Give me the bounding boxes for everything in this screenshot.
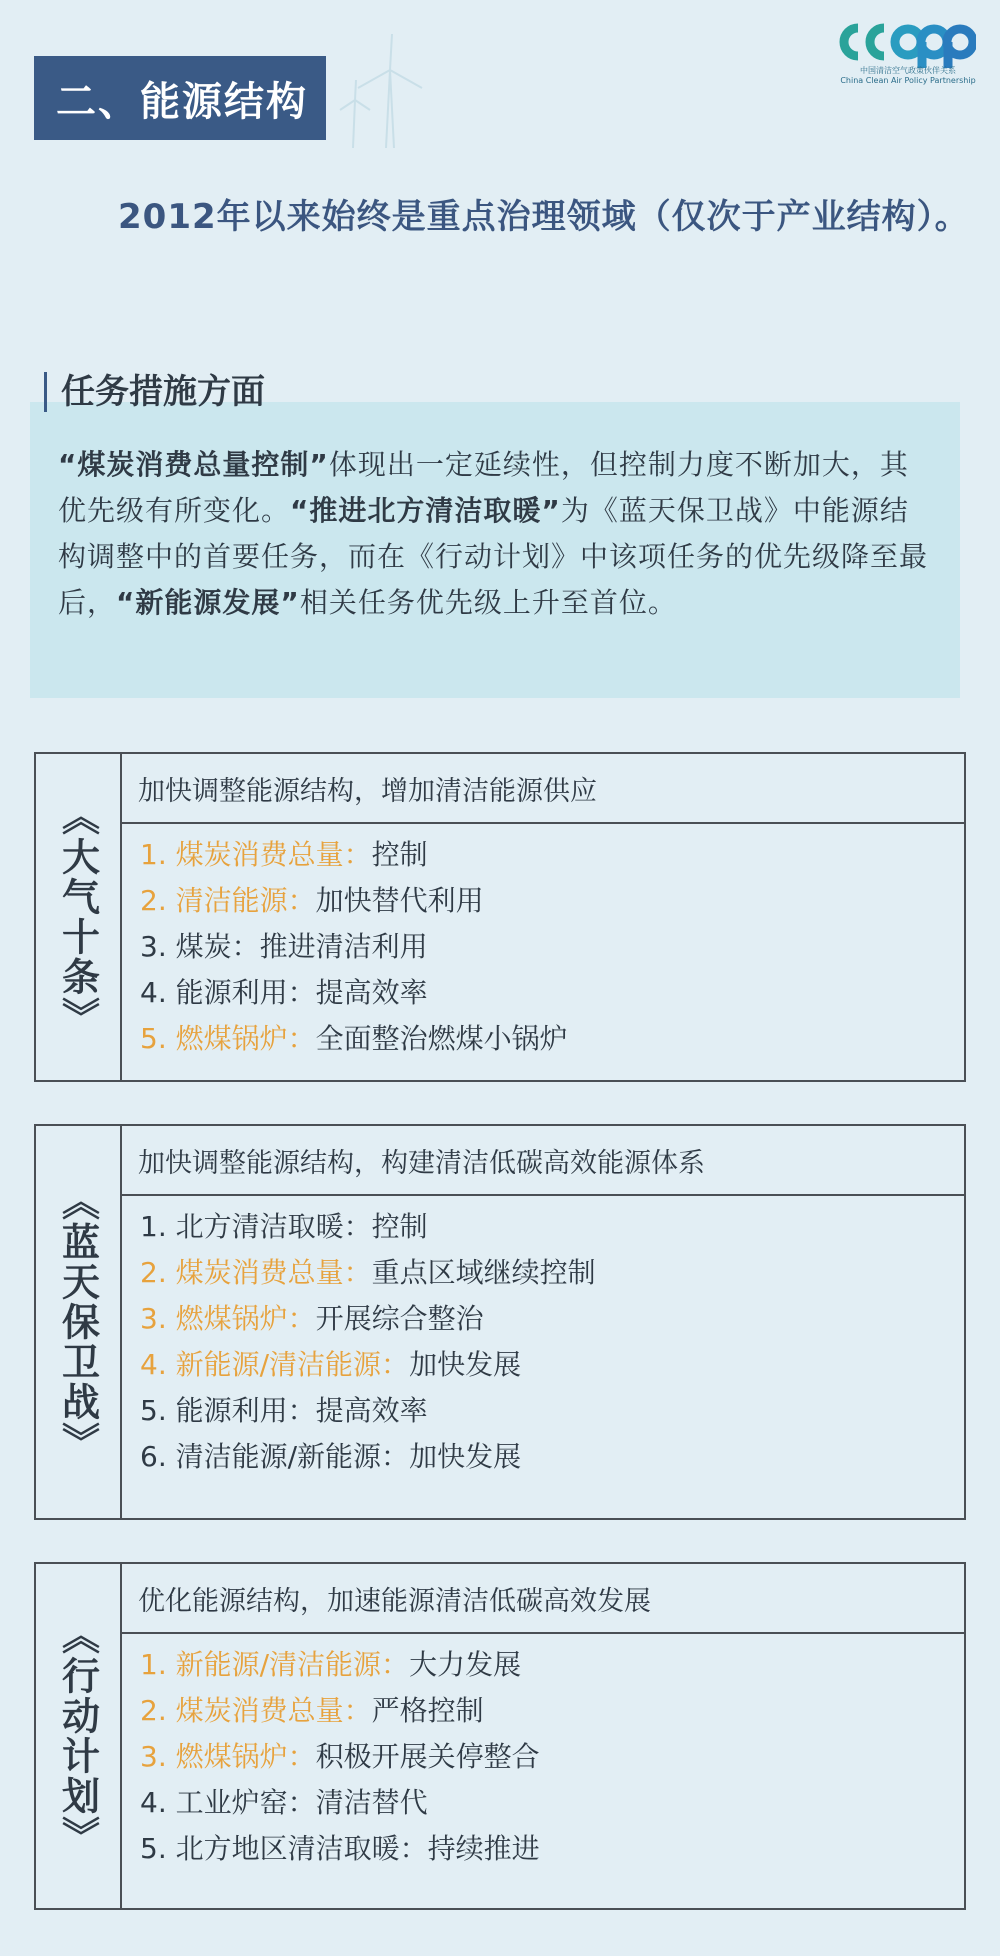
plan-box-daqi — [34, 752, 966, 1082]
plan-item-key: 4. 工业炉窑： — [140, 1786, 316, 1819]
plan-header: 加快调整能源结构，增加清洁能源供应 — [120, 754, 964, 824]
logo-caption-cn: 中国清洁空气政策伙伴关系 — [860, 66, 956, 75]
plan-title: 《大气十条》 — [55, 797, 100, 1037]
plan-item — [140, 832, 568, 878]
plan-item-value: 全面整治燃煤小锅炉 — [315, 1022, 568, 1055]
plan-item-key: 4. 能源利用： — [140, 976, 316, 1009]
plan-item — [140, 1780, 540, 1826]
plan-item — [140, 1342, 596, 1388]
plan-item-value: 加快发展 — [409, 1440, 522, 1473]
plan-header: 优化能源结构，加速能源清洁低碳高效发展 — [120, 1564, 964, 1634]
plan-item-value: 严格控制 — [371, 1694, 484, 1727]
plan-item — [140, 924, 568, 970]
logo-caption-en: China Clean Air Policy Partnership — [840, 76, 976, 85]
plan-box-lantian — [34, 1124, 966, 1520]
plan-item — [140, 970, 568, 1016]
plan-item-key: 1. 新能源/清洁能源： — [140, 1648, 410, 1681]
plan-item — [140, 1688, 540, 1734]
plan-item-value: 重点区域继续控制 — [371, 1256, 596, 1289]
plan-item-key: 5. 燃煤锅炉： — [140, 1022, 316, 1055]
plan-items — [140, 1204, 596, 1480]
plan-item-value: 清洁替代 — [315, 1786, 428, 1819]
plan-title: 《蓝天保卫战》 — [55, 1182, 100, 1462]
task-keyword: “推进北方清洁取暖” — [290, 494, 561, 527]
plan-item-key: 3. 燃煤锅炉： — [140, 1740, 316, 1773]
plan-item — [140, 1734, 540, 1780]
plan-title-cell — [36, 754, 122, 1080]
plan-item — [140, 1642, 540, 1688]
plan-item-value: 持续推进 — [427, 1832, 540, 1865]
task-highlight-box — [30, 402, 960, 698]
plan-item-value: 提高效率 — [315, 976, 428, 1009]
plan-item-key: 1. 煤炭消费总量： — [140, 838, 372, 871]
task-paragraph — [58, 442, 932, 626]
plan-item — [140, 878, 568, 924]
plan-items — [140, 832, 568, 1062]
task-heading: 任务措施方面 — [44, 372, 265, 412]
logo-caption — [838, 66, 978, 86]
plan-item-key: 3. 燃煤锅炉： — [140, 1302, 316, 1335]
plan-item-key: 5. 北方地区清洁取暖： — [140, 1832, 428, 1865]
plan-item-value: 控制 — [371, 838, 428, 871]
plan-item — [140, 1204, 596, 1250]
task-keyword: “新能源发展” — [116, 586, 300, 619]
plan-item — [140, 1296, 596, 1342]
plan-item-key: 1. 北方清洁取暖： — [140, 1210, 372, 1243]
plan-title-cell — [36, 1126, 122, 1518]
plan-item-key: 3. 煤炭： — [140, 930, 260, 963]
plan-item-value: 加快发展 — [409, 1348, 522, 1381]
task-text: 为《蓝天保卫战》中能源结构调整中的首要任务，而在《行动计划》中该项任务的优先级降至最后， — [58, 494, 929, 619]
plan-item-value: 开展综合整治 — [315, 1302, 484, 1335]
plan-box-xingdong — [34, 1562, 966, 1910]
plan-item-key: 2. 煤炭消费总量： — [140, 1256, 372, 1289]
plan-items — [140, 1642, 540, 1872]
plan-item — [140, 1250, 596, 1296]
plan-item-value: 提高效率 — [315, 1394, 428, 1427]
plan-item — [140, 1016, 568, 1062]
task-text: 体现出一定延续性，但控制力度不断加大，其优先级有所变化。 — [58, 448, 909, 527]
task-text: 相关任务优先级上升至首位。 — [299, 586, 677, 619]
task-keyword: “煤炭消费总量控制” — [58, 448, 329, 481]
intro-text: 2012年以来始终是重点治理领域（仅次于产业结构）。 — [118, 197, 970, 237]
plan-title-cell — [36, 1564, 122, 1908]
plan-item — [140, 1388, 596, 1434]
plan-item-key: 6. 清洁能源/新能源： — [140, 1440, 410, 1473]
wind-turbine-icon — [330, 30, 440, 150]
plan-item-key: 4. 新能源/清洁能源： — [140, 1348, 410, 1381]
plan-item-value: 加快替代利用 — [315, 884, 484, 917]
plan-item-key: 2. 煤炭消费总量： — [140, 1694, 372, 1727]
plan-item-value: 积极开展关停整合 — [315, 1740, 540, 1773]
plan-item-value: 大力发展 — [409, 1648, 522, 1681]
plan-header: 加快调整能源结构，构建清洁低碳高效能源体系 — [120, 1126, 964, 1196]
plan-item-key: 2. 清洁能源： — [140, 884, 316, 917]
plan-item — [140, 1434, 596, 1480]
plan-item — [140, 1826, 540, 1872]
plan-item-value: 推进清洁利用 — [259, 930, 428, 963]
plan-item-key: 5. 能源利用： — [140, 1394, 316, 1427]
section-title: 二、能源结构 — [34, 56, 326, 140]
plan-item-value: 控制 — [371, 1210, 428, 1243]
plan-title: 《行动计划》 — [55, 1616, 100, 1856]
